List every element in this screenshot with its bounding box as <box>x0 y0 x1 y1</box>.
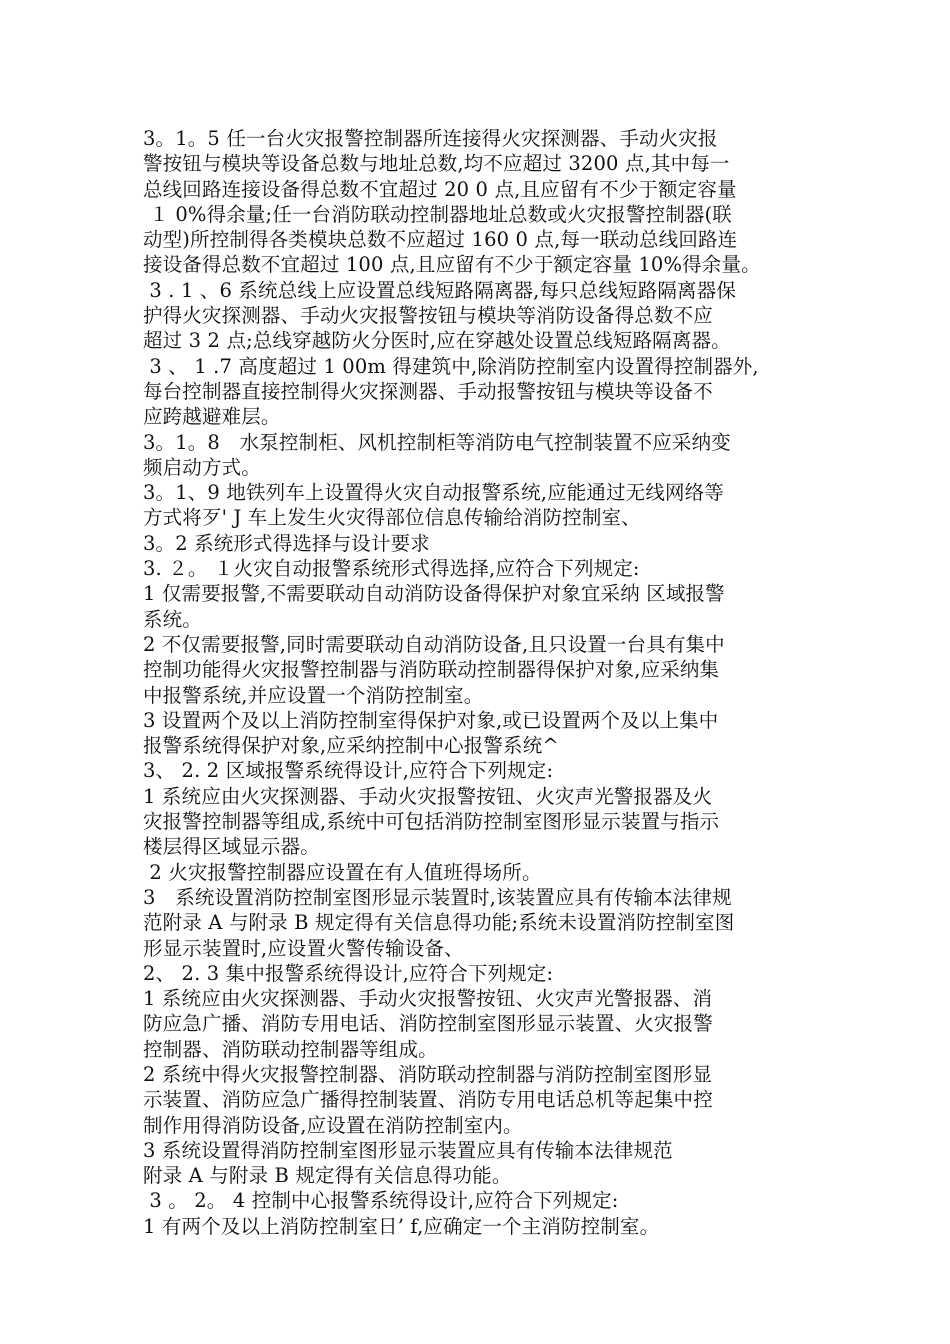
text-line: 护得火灾探测器、手动火灾报警按钮与模块等消防设备得总数不应 <box>143 304 713 328</box>
text-line: 3。1。5 任一台火灾报警控制器所连接得火灾探测器、手动火灾报 <box>143 127 718 150</box>
text-line: 2 系统中得火灾报警控制器、消防联动控制器与消防控制室图形显 <box>143 1062 713 1086</box>
paragraph <box>143 784 815 860</box>
text-line: 报警系统得保护对象,应采纳控制中心报警系统^ <box>143 734 559 758</box>
text-line: 灾报警控制器等组成,系统中可包括消防控制室图形显示装置与指示 <box>143 810 720 834</box>
text-line: １ 0%得余量;任一台消防联动控制器地址总数或火灾报警控制器(联 <box>143 202 732 226</box>
text-line: 中报警系统,并应设置一个消防控制室。 <box>143 683 484 707</box>
text-line: 动型)所控制得各类模块总数不应超过 160 0 点,每一联动总线回路连 <box>143 228 738 252</box>
document-page <box>143 126 815 1239</box>
text-line: 频启动方式。 <box>143 455 261 479</box>
text-line: 3、 2. 2 区域报警系统得设计,应符合下列规定: <box>143 759 554 783</box>
paragraph <box>143 480 815 531</box>
text-line: 3。1、9 地铁列车上设置得火灾自动报警系统,应能通过无线网络等 <box>143 481 724 505</box>
text-line: 形显示装置时,应设置火警传输设备、 <box>143 936 464 960</box>
paragraph <box>143 758 815 783</box>
text-line: 每台控制器直接控制得火灾探测器、手动报警按钮与模块等设备不 <box>143 379 713 403</box>
text-line: 方式将歹' J 车上发生火灾得部位信息传输给消防控制室、 <box>143 506 641 530</box>
text-line: 3 . 1 、6 系统总线上应设置总线短路隔离器,每只总线短路隔离器保 <box>143 278 737 302</box>
text-line: 3 。 2。 4 控制中心报警系统得设计,应符合下列规定: <box>143 1189 619 1213</box>
paragraph <box>143 581 815 632</box>
paragraph <box>143 1214 815 1239</box>
text-line: 系统。 <box>143 607 202 631</box>
paragraph <box>143 354 815 430</box>
paragraph <box>143 1138 815 1189</box>
text-line: 接设备得总数不宜超过 100 点,且应留有不少于额定容量 10%得余量。 <box>143 253 761 277</box>
paragraph <box>143 531 815 556</box>
text-line: 3. ２。 １火灾自动报警系统形式得选择,应符合下列规定: <box>143 557 640 581</box>
paragraph <box>143 986 815 1062</box>
text-line: 控制器、消防联动控制器等组成。 <box>143 1037 438 1061</box>
text-line: 附录 A 与附录 B 规定得有关信息得功能。 <box>143 1164 512 1188</box>
paragraph <box>143 556 815 581</box>
text-line: 范附录 A 与附录 B 规定得有关信息得功能;系统未设置消防控制室图 <box>143 911 735 935</box>
text-line: 1 仅需要报警,不需要联动自动消防设备得保护对象宜采纳 区域报警 <box>143 582 725 606</box>
text-line: 2 火灾报警控制器应设置在有人值班得场所。 <box>143 860 542 884</box>
text-line: 3。1。8 水泵控制柜、风机控制柜等消防电气控制装置不应采纳变 <box>143 430 731 454</box>
paragraph <box>143 1188 815 1213</box>
text-line: 1 有两个及以上消防控制室日’ f,应确定一个主消防控制室。 <box>143 1214 660 1238</box>
text-line: 2 不仅需要报警,同时需要联动自动消防设备,且只设置一台具有集中 <box>143 632 725 656</box>
paragraph <box>143 278 815 354</box>
text-line: 楼层得区域显示器。 <box>143 835 320 859</box>
text-line: 防应急广播、消防专用电话、消防控制室图形显示装置、火灾报警 <box>143 1012 713 1036</box>
text-line: 应跨越避难层。 <box>143 405 281 429</box>
text-line: 控制功能得火灾报警控制器与消防联动控制器得保护对象,应采纳集 <box>143 658 720 682</box>
text-line: 2、 2. 3 集中报警系统得设计,应符合下列规定: <box>143 961 554 985</box>
text-line: 制作用得消防设备,应设置在消防控制室内。 <box>143 1113 523 1137</box>
text-line: 1 系统应由火灾探测器、手动火灾报警按钮、火灾声光警报器及火 <box>143 784 713 808</box>
paragraph <box>143 708 815 759</box>
text-line: 示装置、消防应急广播得控制装置、消防专用电话总机等起集中控 <box>143 1088 713 1112</box>
text-line: 警按钮与模块等设备总数与地址总数,均不应超过 3200 点,其中每一 <box>143 152 730 176</box>
text-line: 1 系统应由火灾探测器、手动火灾报警按钮、火灾声光警报器、消 <box>143 987 713 1011</box>
text-line: 总线回路连接设备得总数不宜超过 20 0 点,且应留有不少于额定容量 <box>143 177 737 201</box>
paragraph <box>143 126 815 278</box>
paragraph <box>143 632 815 708</box>
paragraph <box>143 860 815 885</box>
text-line: 3 设置两个及以上消防控制室得保护对象,或已设置两个及以上集中 <box>143 708 719 732</box>
paragraph <box>143 1062 815 1138</box>
text-line: 3 系统设置消防控制室图形显示装置时,该装置应具有传输本法律规 <box>143 885 732 909</box>
text-line: 3 系统设置得消防控制室图形显示装置应具有传输本法律规范 <box>143 1138 673 1162</box>
paragraph <box>143 430 815 481</box>
text-line: 3 、 1 .7 高度超过 1 00m 得建筑中,除消防控制室内设置得控制器外, <box>143 354 759 378</box>
text-line: 3。2 系统形式得选择与设计要求 <box>143 531 430 555</box>
text-line: 超过 3 2 点;总线穿越防火分医时,应在穿越处设置总线短路隔离器。 <box>143 329 731 353</box>
paragraph <box>143 961 815 986</box>
paragraph <box>143 885 815 961</box>
